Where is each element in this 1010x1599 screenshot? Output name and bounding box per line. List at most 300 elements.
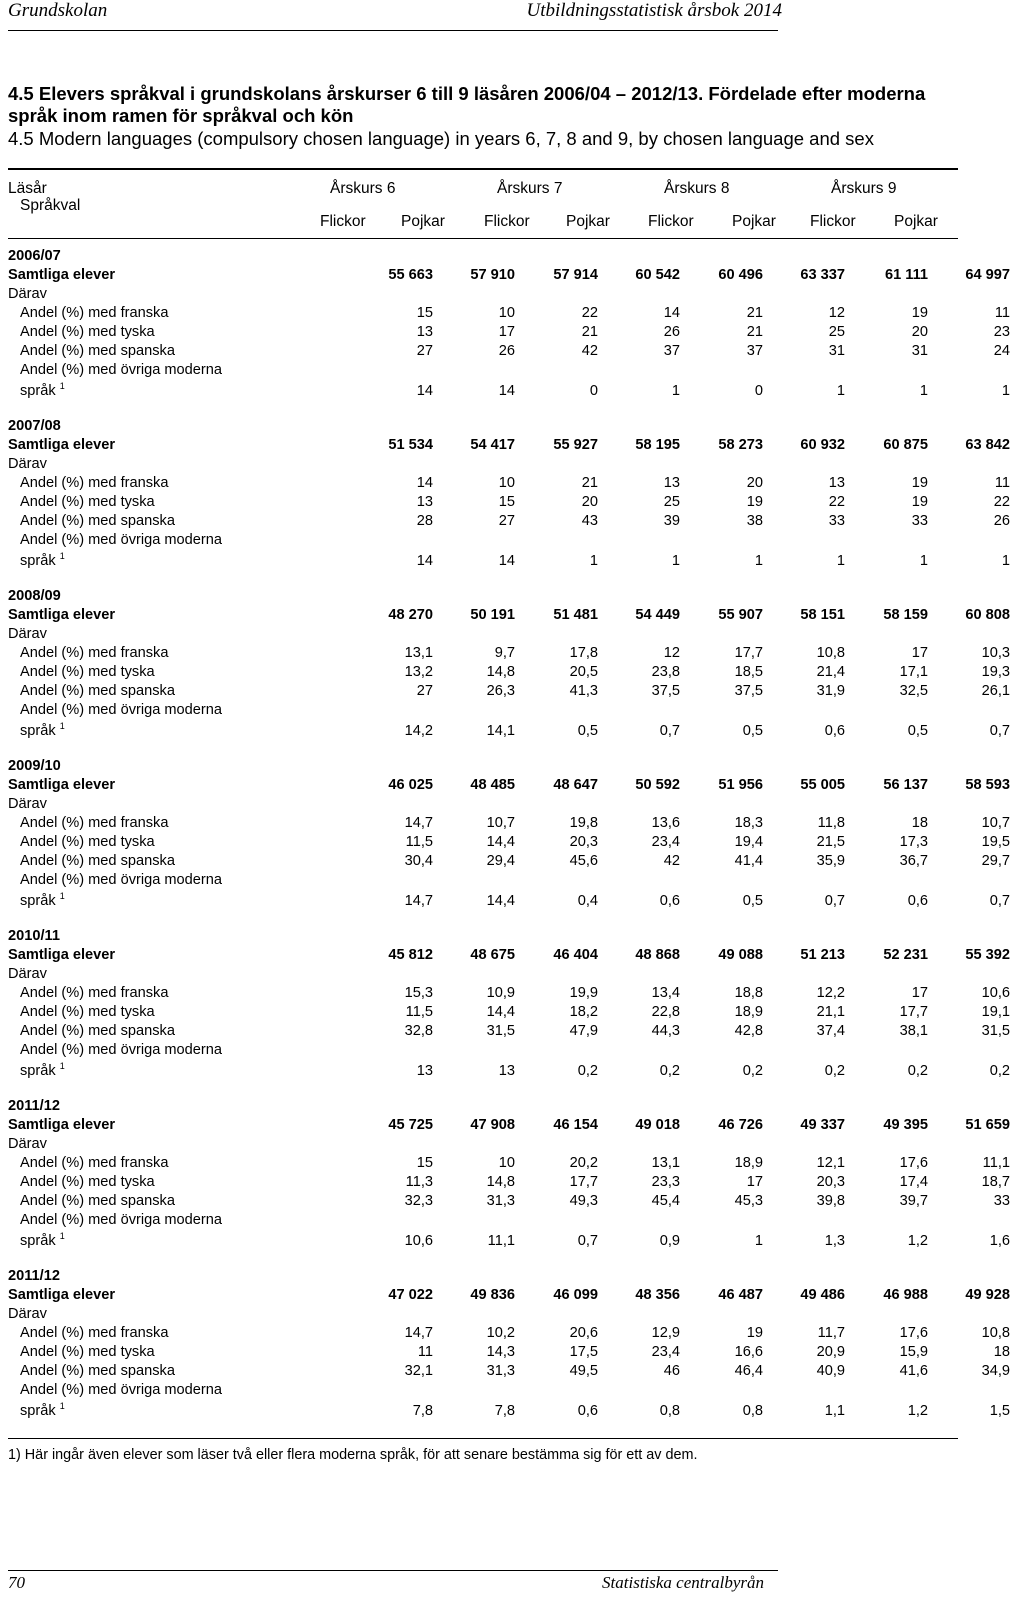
table-cell: 38 bbox=[746, 513, 763, 529]
row-label: Därav bbox=[8, 796, 47, 812]
table-cell: 37,5 bbox=[651, 683, 680, 699]
table-cell: 22,8 bbox=[651, 1004, 680, 1020]
row-label: Andel (%) med tyska bbox=[20, 494, 155, 510]
table-cell: 14,3 bbox=[486, 1344, 515, 1360]
table-cell: 7,8 bbox=[494, 1403, 515, 1419]
table-cell: 14 bbox=[663, 305, 680, 321]
table-cell: 1 bbox=[671, 553, 680, 569]
table-cell: 17,8 bbox=[569, 645, 598, 661]
table-cell: 1,2 bbox=[907, 1403, 928, 1419]
other-languages-share-row bbox=[8, 1400, 1010, 1422]
row-label: Andel (%) med franska bbox=[20, 815, 169, 831]
row-label: Andel (%) med tyska bbox=[20, 834, 155, 850]
table-cell: 11,5 bbox=[405, 1004, 433, 1020]
other-languages-share-row bbox=[8, 550, 1010, 572]
row-label: Andel (%) med spanska bbox=[20, 683, 175, 699]
table-cell: 51 534 bbox=[388, 437, 433, 453]
row-label-text: språk bbox=[20, 893, 56, 909]
table-cell: 15,3 bbox=[404, 985, 433, 1001]
table-cell: 13,6 bbox=[651, 815, 680, 831]
table-header-rule bbox=[8, 238, 958, 239]
table-cell: 48 675 bbox=[470, 947, 515, 963]
table-cell: 36,7 bbox=[899, 853, 928, 869]
table-cell: 19,8 bbox=[569, 815, 598, 831]
spanish-share-row bbox=[8, 1192, 1010, 1211]
table-cell: 1,1 bbox=[824, 1403, 845, 1419]
row-label: Andel (%) med franska bbox=[20, 475, 169, 491]
french-share-row bbox=[8, 1324, 1010, 1343]
spanish-share-row bbox=[8, 1022, 1010, 1041]
table-cell: 58 151 bbox=[800, 607, 845, 623]
table-cell: 57 914 bbox=[553, 267, 598, 283]
spanish-share-row bbox=[8, 682, 1010, 701]
year-row bbox=[8, 247, 958, 266]
german-share-row bbox=[8, 1343, 1010, 1362]
table-cell: 41,4 bbox=[734, 853, 763, 869]
total-students-row bbox=[8, 266, 1010, 285]
table-cell: 11,5 bbox=[405, 834, 433, 850]
table-cell: 11,1 bbox=[487, 1233, 515, 1249]
other-languages-label-row bbox=[8, 871, 958, 890]
table-cell: 14,7 bbox=[404, 1325, 433, 1341]
table-cell: 19 bbox=[746, 494, 763, 510]
table-cell: 60 932 bbox=[800, 437, 845, 453]
other-languages-label-row bbox=[8, 701, 958, 720]
table-cell: 19 bbox=[911, 475, 928, 491]
table-cell: 19 bbox=[911, 305, 928, 321]
table-cell: 17,6 bbox=[899, 1325, 928, 1341]
table-cell: 11,3 bbox=[405, 1174, 433, 1190]
table-cell: 18,3 bbox=[734, 815, 763, 831]
row-label: 2008/09 bbox=[8, 588, 61, 604]
table-cell: 18,9 bbox=[734, 1155, 763, 1171]
table-cell: 17,6 bbox=[899, 1155, 928, 1171]
header-section-title: Grundskolan bbox=[8, 0, 108, 21]
table-cell: 13,1 bbox=[404, 645, 433, 661]
table-cell: 29,4 bbox=[486, 853, 515, 869]
table-cell: 13 bbox=[416, 324, 433, 340]
table-cell: 56 137 bbox=[883, 777, 928, 793]
table-cell: 13 bbox=[416, 1063, 433, 1079]
table-cell: 25 bbox=[663, 494, 680, 510]
table-cell: 32,3 bbox=[404, 1193, 433, 1209]
row-label: 2009/10 bbox=[8, 758, 61, 774]
table-cell: 1 bbox=[919, 553, 928, 569]
row-label: Andel (%) med franska bbox=[20, 985, 169, 1001]
table-cell: 19,3 bbox=[981, 664, 1010, 680]
table-cell: 14 bbox=[498, 553, 515, 569]
table-cell: 47 908 bbox=[470, 1117, 515, 1133]
block-spacer bbox=[8, 1252, 958, 1267]
table-cell: 34,9 bbox=[981, 1363, 1010, 1379]
of-which-row bbox=[8, 285, 958, 304]
table-cell: 46 154 bbox=[553, 1117, 598, 1133]
table-cell: 46 726 bbox=[718, 1117, 763, 1133]
block-spacer bbox=[8, 572, 958, 587]
table-cell: 38,1 bbox=[899, 1023, 928, 1039]
table-cell: 22 bbox=[581, 305, 598, 321]
row-label: Därav bbox=[8, 1136, 47, 1152]
row-label-text: språk bbox=[20, 553, 56, 569]
table-cell: 63 337 bbox=[800, 267, 845, 283]
table-cell: 14,2 bbox=[404, 723, 433, 739]
footer-rule bbox=[8, 1570, 778, 1571]
row-label: Därav bbox=[8, 626, 47, 642]
french-share-row bbox=[8, 644, 1010, 663]
table-cell: 0,7 bbox=[659, 723, 680, 739]
table-cell: 1,5 bbox=[989, 1403, 1010, 1419]
table-cell: 13 bbox=[498, 1063, 515, 1079]
row-label: Samtliga elever bbox=[8, 777, 116, 793]
of-which-row bbox=[8, 1305, 958, 1324]
table-cell: 1 bbox=[754, 1233, 763, 1249]
spanish-share-row bbox=[8, 1362, 1010, 1381]
table-cell: 49 836 bbox=[470, 1287, 515, 1303]
table-cell: 32,1 bbox=[404, 1363, 433, 1379]
table-cell: 17,3 bbox=[899, 834, 928, 850]
table-cell: 24 bbox=[993, 343, 1010, 359]
table-cell: 1 bbox=[836, 383, 845, 399]
table-cell: 10,7 bbox=[486, 815, 515, 831]
stub-header-language: Språkval bbox=[20, 197, 81, 214]
table-cell: 14 bbox=[416, 383, 433, 399]
table-cell: 0,9 bbox=[659, 1233, 680, 1249]
row-label: Samtliga elever bbox=[8, 437, 116, 453]
table-cell: 21,5 bbox=[816, 834, 845, 850]
table-cell: 13 bbox=[828, 475, 845, 491]
table-cell: 1 bbox=[919, 383, 928, 399]
table-cell: 29,7 bbox=[981, 853, 1010, 869]
table-cell: 16,6 bbox=[734, 1344, 763, 1360]
table-cell: 10,9 bbox=[486, 985, 515, 1001]
table-cell: 11 bbox=[994, 305, 1010, 321]
french-share-row bbox=[8, 1154, 1010, 1173]
table-cell: 26 bbox=[498, 343, 515, 359]
row-label-text: språk bbox=[20, 723, 56, 739]
footnote-marker: 1 bbox=[59, 891, 65, 902]
row-label: Andel (%) med spanska bbox=[20, 1193, 175, 1209]
table-cell: 0,2 bbox=[577, 1063, 598, 1079]
row-label bbox=[20, 890, 65, 912]
row-label: Därav bbox=[8, 1306, 47, 1322]
table-cell: 27 bbox=[416, 683, 433, 699]
other-languages-share-row bbox=[8, 1230, 1010, 1252]
table-cell: 17 bbox=[498, 324, 515, 340]
table-cell: 12 bbox=[663, 645, 680, 661]
row-label: Andel (%) med övriga moderna bbox=[20, 872, 222, 888]
table-cell: 10,7 bbox=[981, 815, 1010, 831]
table-cell: 45 725 bbox=[388, 1117, 433, 1133]
table-cell: 41,3 bbox=[569, 683, 598, 699]
of-which-row bbox=[8, 625, 958, 644]
table-cell: 64 997 bbox=[965, 267, 1010, 283]
column-group-year-6: Årskurs 6 bbox=[330, 180, 396, 197]
table-cell: 46 988 bbox=[883, 1287, 928, 1303]
table-cell: 14 bbox=[416, 553, 433, 569]
table-cell: 0 bbox=[754, 383, 763, 399]
row-label bbox=[20, 380, 65, 402]
table-bottom-rule bbox=[8, 1438, 958, 1439]
row-label: Andel (%) med övriga moderna bbox=[20, 532, 222, 548]
table-cell: 12 bbox=[828, 305, 845, 321]
table-cell: 15 bbox=[498, 494, 515, 510]
stub-header-year: Läsår bbox=[8, 180, 47, 197]
table-cell: 0,7 bbox=[989, 723, 1010, 739]
table-cell: 52 231 bbox=[883, 947, 928, 963]
column-header-girls: Flickor bbox=[648, 213, 694, 230]
table-cell: 45,6 bbox=[569, 853, 598, 869]
german-share-row bbox=[8, 1003, 1010, 1022]
table-cell: 7,8 bbox=[412, 1403, 433, 1419]
table-cell: 14,4 bbox=[486, 834, 515, 850]
row-label: Andel (%) med övriga moderna bbox=[20, 702, 222, 718]
table-cell: 44,3 bbox=[651, 1023, 680, 1039]
other-languages-share-row bbox=[8, 720, 1010, 742]
table-cell: 13,4 bbox=[651, 985, 680, 1001]
column-header-girls: Flickor bbox=[810, 213, 856, 230]
table-cell: 19,1 bbox=[981, 1004, 1010, 1020]
row-label: Andel (%) med tyska bbox=[20, 1344, 155, 1360]
table-cell: 19,4 bbox=[734, 834, 763, 850]
table-title-english: 4.5 Modern languages (compulsory chosen language) in years 6, 7, 8 and 9, by chosen language and sex bbox=[8, 128, 874, 149]
table-cell: 0,7 bbox=[577, 1233, 598, 1249]
table-cell: 25 bbox=[828, 324, 845, 340]
table-cell: 55 907 bbox=[718, 607, 763, 623]
row-label: Därav bbox=[8, 286, 47, 302]
column-group-year-7: Årskurs 7 bbox=[497, 180, 563, 197]
table-cell: 42 bbox=[581, 343, 598, 359]
table-cell: 51 213 bbox=[800, 947, 845, 963]
row-label-text: språk bbox=[20, 1063, 56, 1079]
table-cell: 33 bbox=[993, 1193, 1010, 1209]
table-cell: 60 875 bbox=[883, 437, 928, 453]
table-cell: 11 bbox=[417, 1344, 433, 1360]
total-students-row bbox=[8, 776, 1010, 795]
row-label: Andel (%) med spanska bbox=[20, 513, 175, 529]
row-label: Samtliga elever bbox=[8, 1117, 116, 1133]
table-cell: 49 018 bbox=[635, 1117, 680, 1133]
of-which-row bbox=[8, 455, 958, 474]
table-cell: 47,9 bbox=[569, 1023, 598, 1039]
french-share-row bbox=[8, 474, 1010, 493]
table-cell: 45,4 bbox=[651, 1193, 680, 1209]
of-which-row bbox=[8, 1135, 958, 1154]
table-cell: 0,7 bbox=[989, 893, 1010, 909]
table-cell: 48 647 bbox=[553, 777, 598, 793]
table-cell: 0,8 bbox=[742, 1403, 763, 1419]
table-cell: 0,5 bbox=[577, 723, 598, 739]
table-cell: 21,4 bbox=[816, 664, 845, 680]
table-cell: 0,4 bbox=[577, 893, 598, 909]
row-label: Andel (%) med tyska bbox=[20, 1004, 155, 1020]
table-cell: 20,3 bbox=[816, 1174, 845, 1190]
total-students-row bbox=[8, 946, 1010, 965]
table-cell: 28 bbox=[416, 513, 433, 529]
of-which-row bbox=[8, 965, 958, 984]
header-rule bbox=[8, 30, 778, 31]
column-group-year-9: Årskurs 9 bbox=[831, 180, 897, 197]
table-cell: 51 956 bbox=[718, 777, 763, 793]
german-share-row bbox=[8, 323, 1010, 342]
table-cell: 1,2 bbox=[907, 1233, 928, 1249]
table-cell: 48 356 bbox=[635, 1287, 680, 1303]
table-cell: 18,8 bbox=[734, 985, 763, 1001]
table-cell: 11,7 bbox=[817, 1325, 845, 1341]
table-cell: 0,7 bbox=[824, 893, 845, 909]
row-label bbox=[20, 1060, 65, 1082]
footnote-marker: 1 bbox=[59, 551, 65, 562]
table-cell: 45 812 bbox=[388, 947, 433, 963]
table-cell: 15 bbox=[416, 1155, 433, 1171]
table-cell: 10 bbox=[498, 475, 515, 491]
table-cell: 10,8 bbox=[981, 1325, 1010, 1341]
footnote-marker: 1 bbox=[59, 1061, 65, 1072]
table-cell: 10,3 bbox=[981, 645, 1010, 661]
row-label: 2010/11 bbox=[8, 928, 60, 944]
column-group-year-8: Årskurs 8 bbox=[664, 180, 730, 197]
other-languages-label-row bbox=[8, 1381, 958, 1400]
table-cell: 0,6 bbox=[824, 723, 845, 739]
row-label: Andel (%) med franska bbox=[20, 1155, 169, 1171]
table-cell: 48 270 bbox=[388, 607, 433, 623]
table-cell: 42 bbox=[663, 853, 680, 869]
table-cell: 55 392 bbox=[965, 947, 1010, 963]
row-label: Andel (%) med tyska bbox=[20, 324, 155, 340]
table-cell: 14,4 bbox=[486, 1004, 515, 1020]
row-label bbox=[20, 720, 65, 742]
footnote-marker: 1 bbox=[59, 1401, 65, 1412]
french-share-row bbox=[8, 304, 1010, 323]
table-cell: 21,1 bbox=[816, 1004, 845, 1020]
table-cell: 55 927 bbox=[553, 437, 598, 453]
table-cell: 43 bbox=[581, 513, 598, 529]
other-languages-label-row bbox=[8, 1041, 958, 1060]
table-cell: 42,8 bbox=[734, 1023, 763, 1039]
table-cell: 17 bbox=[746, 1174, 763, 1190]
table-cell: 60 542 bbox=[635, 267, 680, 283]
table-cell: 54 417 bbox=[470, 437, 515, 453]
table-cell: 17,7 bbox=[734, 645, 763, 661]
table-cell: 26,3 bbox=[486, 683, 515, 699]
other-languages-share-row bbox=[8, 1060, 1010, 1082]
table-cell: 49 088 bbox=[718, 947, 763, 963]
table-top-rule bbox=[8, 168, 958, 170]
table-cell: 39,7 bbox=[899, 1193, 928, 1209]
footer-publisher: Statistiska centralbyrån bbox=[602, 1573, 764, 1592]
table-cell: 46 404 bbox=[553, 947, 598, 963]
table-cell: 21 bbox=[581, 475, 598, 491]
page-number: 70 bbox=[8, 1573, 25, 1592]
table-cell: 31,5 bbox=[981, 1023, 1010, 1039]
other-languages-label-row bbox=[8, 1211, 958, 1230]
german-share-row bbox=[8, 1173, 1010, 1192]
row-label: Andel (%) med övriga moderna bbox=[20, 1042, 222, 1058]
year-row bbox=[8, 587, 958, 606]
table-cell: 46 025 bbox=[388, 777, 433, 793]
row-label: Andel (%) med spanska bbox=[20, 1023, 175, 1039]
table-cell: 13 bbox=[663, 475, 680, 491]
table-cell: 46,4 bbox=[734, 1363, 763, 1379]
table-cell: 11,1 bbox=[982, 1155, 1010, 1171]
german-share-row bbox=[8, 833, 1010, 852]
table-cell: 58 159 bbox=[883, 607, 928, 623]
year-row bbox=[8, 757, 958, 776]
table-cell: 37 bbox=[746, 343, 763, 359]
year-row bbox=[8, 417, 958, 436]
table-cell: 37,4 bbox=[816, 1023, 845, 1039]
table-cell: 48 868 bbox=[635, 947, 680, 963]
table-cell: 10,6 bbox=[981, 985, 1010, 1001]
footnote-marker: 1 bbox=[59, 381, 65, 392]
table-cell: 0,6 bbox=[577, 1403, 598, 1419]
table-cell: 22 bbox=[993, 494, 1010, 510]
table-cell: 0,6 bbox=[907, 893, 928, 909]
table-cell: 14 bbox=[498, 383, 515, 399]
total-students-row bbox=[8, 436, 1010, 455]
spanish-share-row bbox=[8, 512, 1010, 531]
table-cell: 17,5 bbox=[569, 1344, 598, 1360]
row-label: Därav bbox=[8, 966, 47, 982]
table-cell: 18,2 bbox=[569, 1004, 598, 1020]
table-cell: 18 bbox=[911, 815, 928, 831]
french-share-row bbox=[8, 814, 1010, 833]
table-cell: 32,8 bbox=[404, 1023, 433, 1039]
table-cell: 19 bbox=[746, 1325, 763, 1341]
table-cell: 51 659 bbox=[965, 1117, 1010, 1133]
table-cell: 10 bbox=[498, 305, 515, 321]
table-cell: 23,4 bbox=[651, 834, 680, 850]
table-cell: 30,4 bbox=[404, 853, 433, 869]
table-cell: 10,6 bbox=[404, 1233, 433, 1249]
table-cell: 20 bbox=[581, 494, 598, 510]
table-cell: 26,1 bbox=[981, 683, 1010, 699]
table-cell: 60 808 bbox=[965, 607, 1010, 623]
table-cell: 31,5 bbox=[486, 1023, 515, 1039]
table-cell: 17 bbox=[911, 645, 928, 661]
table-cell: 23 bbox=[993, 324, 1010, 340]
of-which-row bbox=[8, 795, 958, 814]
row-label: 2006/07 bbox=[8, 248, 61, 264]
table-cell: 21 bbox=[581, 324, 598, 340]
other-languages-label-row bbox=[8, 531, 958, 550]
row-label: 2011/12 bbox=[8, 1098, 60, 1114]
table-cell: 0,2 bbox=[989, 1063, 1010, 1079]
table-cell: 1,3 bbox=[824, 1233, 845, 1249]
table-cell: 18,7 bbox=[981, 1174, 1010, 1190]
german-share-row bbox=[8, 493, 1010, 512]
table-cell: 45,3 bbox=[734, 1193, 763, 1209]
table-cell: 46 487 bbox=[718, 1287, 763, 1303]
table-cell: 33 bbox=[911, 513, 928, 529]
table-cell: 0,2 bbox=[824, 1063, 845, 1079]
table-cell: 0,2 bbox=[659, 1063, 680, 1079]
row-label-text: språk bbox=[20, 1403, 56, 1419]
table-cell: 47 022 bbox=[388, 1287, 433, 1303]
footnote-marker: 1 bbox=[59, 1231, 65, 1242]
table-cell: 18,9 bbox=[734, 1004, 763, 1020]
table-cell: 1,6 bbox=[989, 1233, 1010, 1249]
table-cell: 55 005 bbox=[800, 777, 845, 793]
column-header-boys: Pojkar bbox=[894, 213, 938, 230]
table-cell: 41,6 bbox=[899, 1363, 928, 1379]
table-cell: 10,2 bbox=[486, 1325, 515, 1341]
table-cell: 22 bbox=[828, 494, 845, 510]
table-cell: 20 bbox=[746, 475, 763, 491]
table-cell: 37,5 bbox=[734, 683, 763, 699]
page-header bbox=[0, 0, 960, 40]
table-cell: 21 bbox=[746, 324, 763, 340]
table-cell: 17 bbox=[911, 985, 928, 1001]
